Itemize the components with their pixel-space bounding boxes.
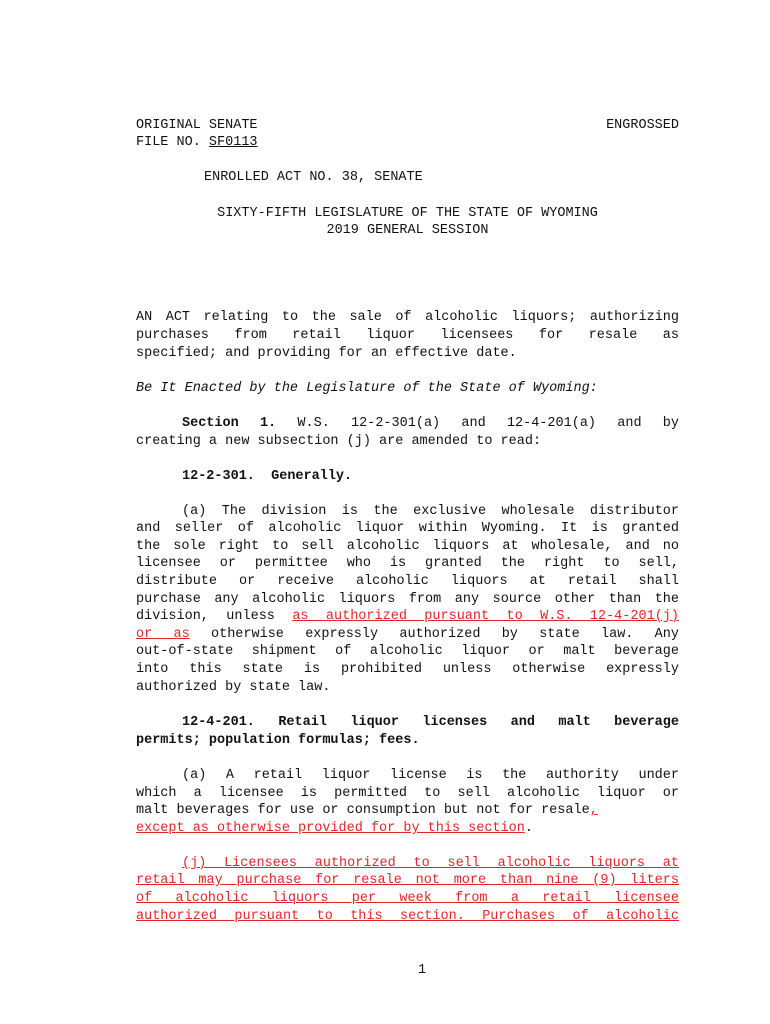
s301-line-1: (a) The division is the exclusive wholesale distributor bbox=[182, 504, 679, 519]
s301-line-11: authorized by state law. bbox=[136, 680, 331, 695]
heading-12-4-201-line-1: 12-4-201. Retail liquor licenses and malt beverage bbox=[182, 715, 679, 730]
title-line-1: AN ACT relating to the sale of alcoholic liquors; authorizing bbox=[136, 310, 679, 325]
header-file-no bbox=[136, 134, 258, 152]
header-engrossed: ENGROSSED bbox=[606, 118, 679, 133]
legislature-line: SIXTY-FIFTH LEGISLATURE OF THE STATE OF WYOMING bbox=[217, 206, 598, 221]
s301-line-9: out-of-state shipment of alcoholic liquor or malt beverage bbox=[136, 644, 679, 659]
s301-line-7: division, unless as authorized pursuant to W.S. 12-4-201(j) bbox=[136, 609, 679, 624]
section1-line-2: creating a new subsection (j) are amended to read: bbox=[136, 434, 542, 449]
heading-12-4-201-line-2: permits; population formulas; fees. bbox=[136, 733, 420, 748]
s301-line-2: and seller of alcoholic liquor within Wyoming. It is granted bbox=[136, 521, 679, 536]
title-line-2: purchases from retail liquor licensees for resale as bbox=[136, 328, 679, 343]
s301-line-10: into this state is prohibited unless otherwise expressly bbox=[136, 662, 679, 677]
inserted-text: as authorized pursuant to W.S. 12-4-201(j) bbox=[292, 609, 679, 624]
s201-line-4: except as otherwise provided for by this section. bbox=[136, 821, 533, 836]
enacting-clause: Be It Enacted by the Legislature of the State of Wyoming: bbox=[136, 381, 598, 396]
s301-line-5: distribute or receive alcoholic liquors at retail shall bbox=[136, 574, 679, 589]
file-no-value: SF0113 bbox=[208, 135, 258, 150]
title-line-3: specified; and providing for an effective date. bbox=[136, 346, 517, 361]
section1-rest: W.S. 12-2-301(a) and 12-4-201(a) and by bbox=[297, 416, 680, 431]
file-no-label: FILE NO. bbox=[136, 135, 201, 150]
heading-12-2-301: 12-2-301. Generally. bbox=[182, 469, 353, 484]
s201-line-3: malt beverages for use or consumption but not for resale, bbox=[136, 803, 598, 818]
subsection-j-line-2: retail may purchase for resale not more than nine (9) liters bbox=[136, 873, 679, 888]
section1-label: Section 1. bbox=[182, 416, 277, 431]
s301-line-4: licensee or permittee who is granted the right to sell, bbox=[136, 556, 679, 571]
s301-line-8: or as otherwise expressly authorized by state law. Any bbox=[136, 627, 679, 642]
s201-line-2: which a licensee is permitted to sell alcoholic liquor or bbox=[136, 786, 679, 801]
enrolled-act-line: ENROLLED ACT NO. 38, SENATE bbox=[204, 170, 423, 185]
header-original-senate: ORIGINAL SENATE bbox=[136, 118, 258, 133]
subsection-j-line-3: of alcoholic liquors per week from a retail licensee bbox=[136, 891, 679, 906]
inserted-text: or as bbox=[136, 627, 190, 642]
s301-line-6: purchase any alcoholic liquors from any source other than the bbox=[136, 592, 679, 607]
inserted-text: , bbox=[589, 803, 598, 818]
session-line: 2019 GENERAL SESSION bbox=[326, 223, 489, 238]
page-number: 1 bbox=[418, 963, 427, 978]
section1-line-1 bbox=[136, 415, 679, 433]
subsection-j-line-1: (j) Licensees authorized to sell alcoholic liquors at bbox=[182, 856, 679, 871]
subsection-j-line-4: authorized pursuant to this section. Purchases of alcoholic bbox=[136, 909, 679, 924]
s201-line-1: (a) A retail liquor license is the authority under bbox=[182, 768, 679, 783]
inserted-text: except as otherwise provided for by this section bbox=[136, 821, 525, 836]
s301-line-3: the sole right to sell alcoholic liquors at wholesale, and no bbox=[136, 539, 679, 554]
